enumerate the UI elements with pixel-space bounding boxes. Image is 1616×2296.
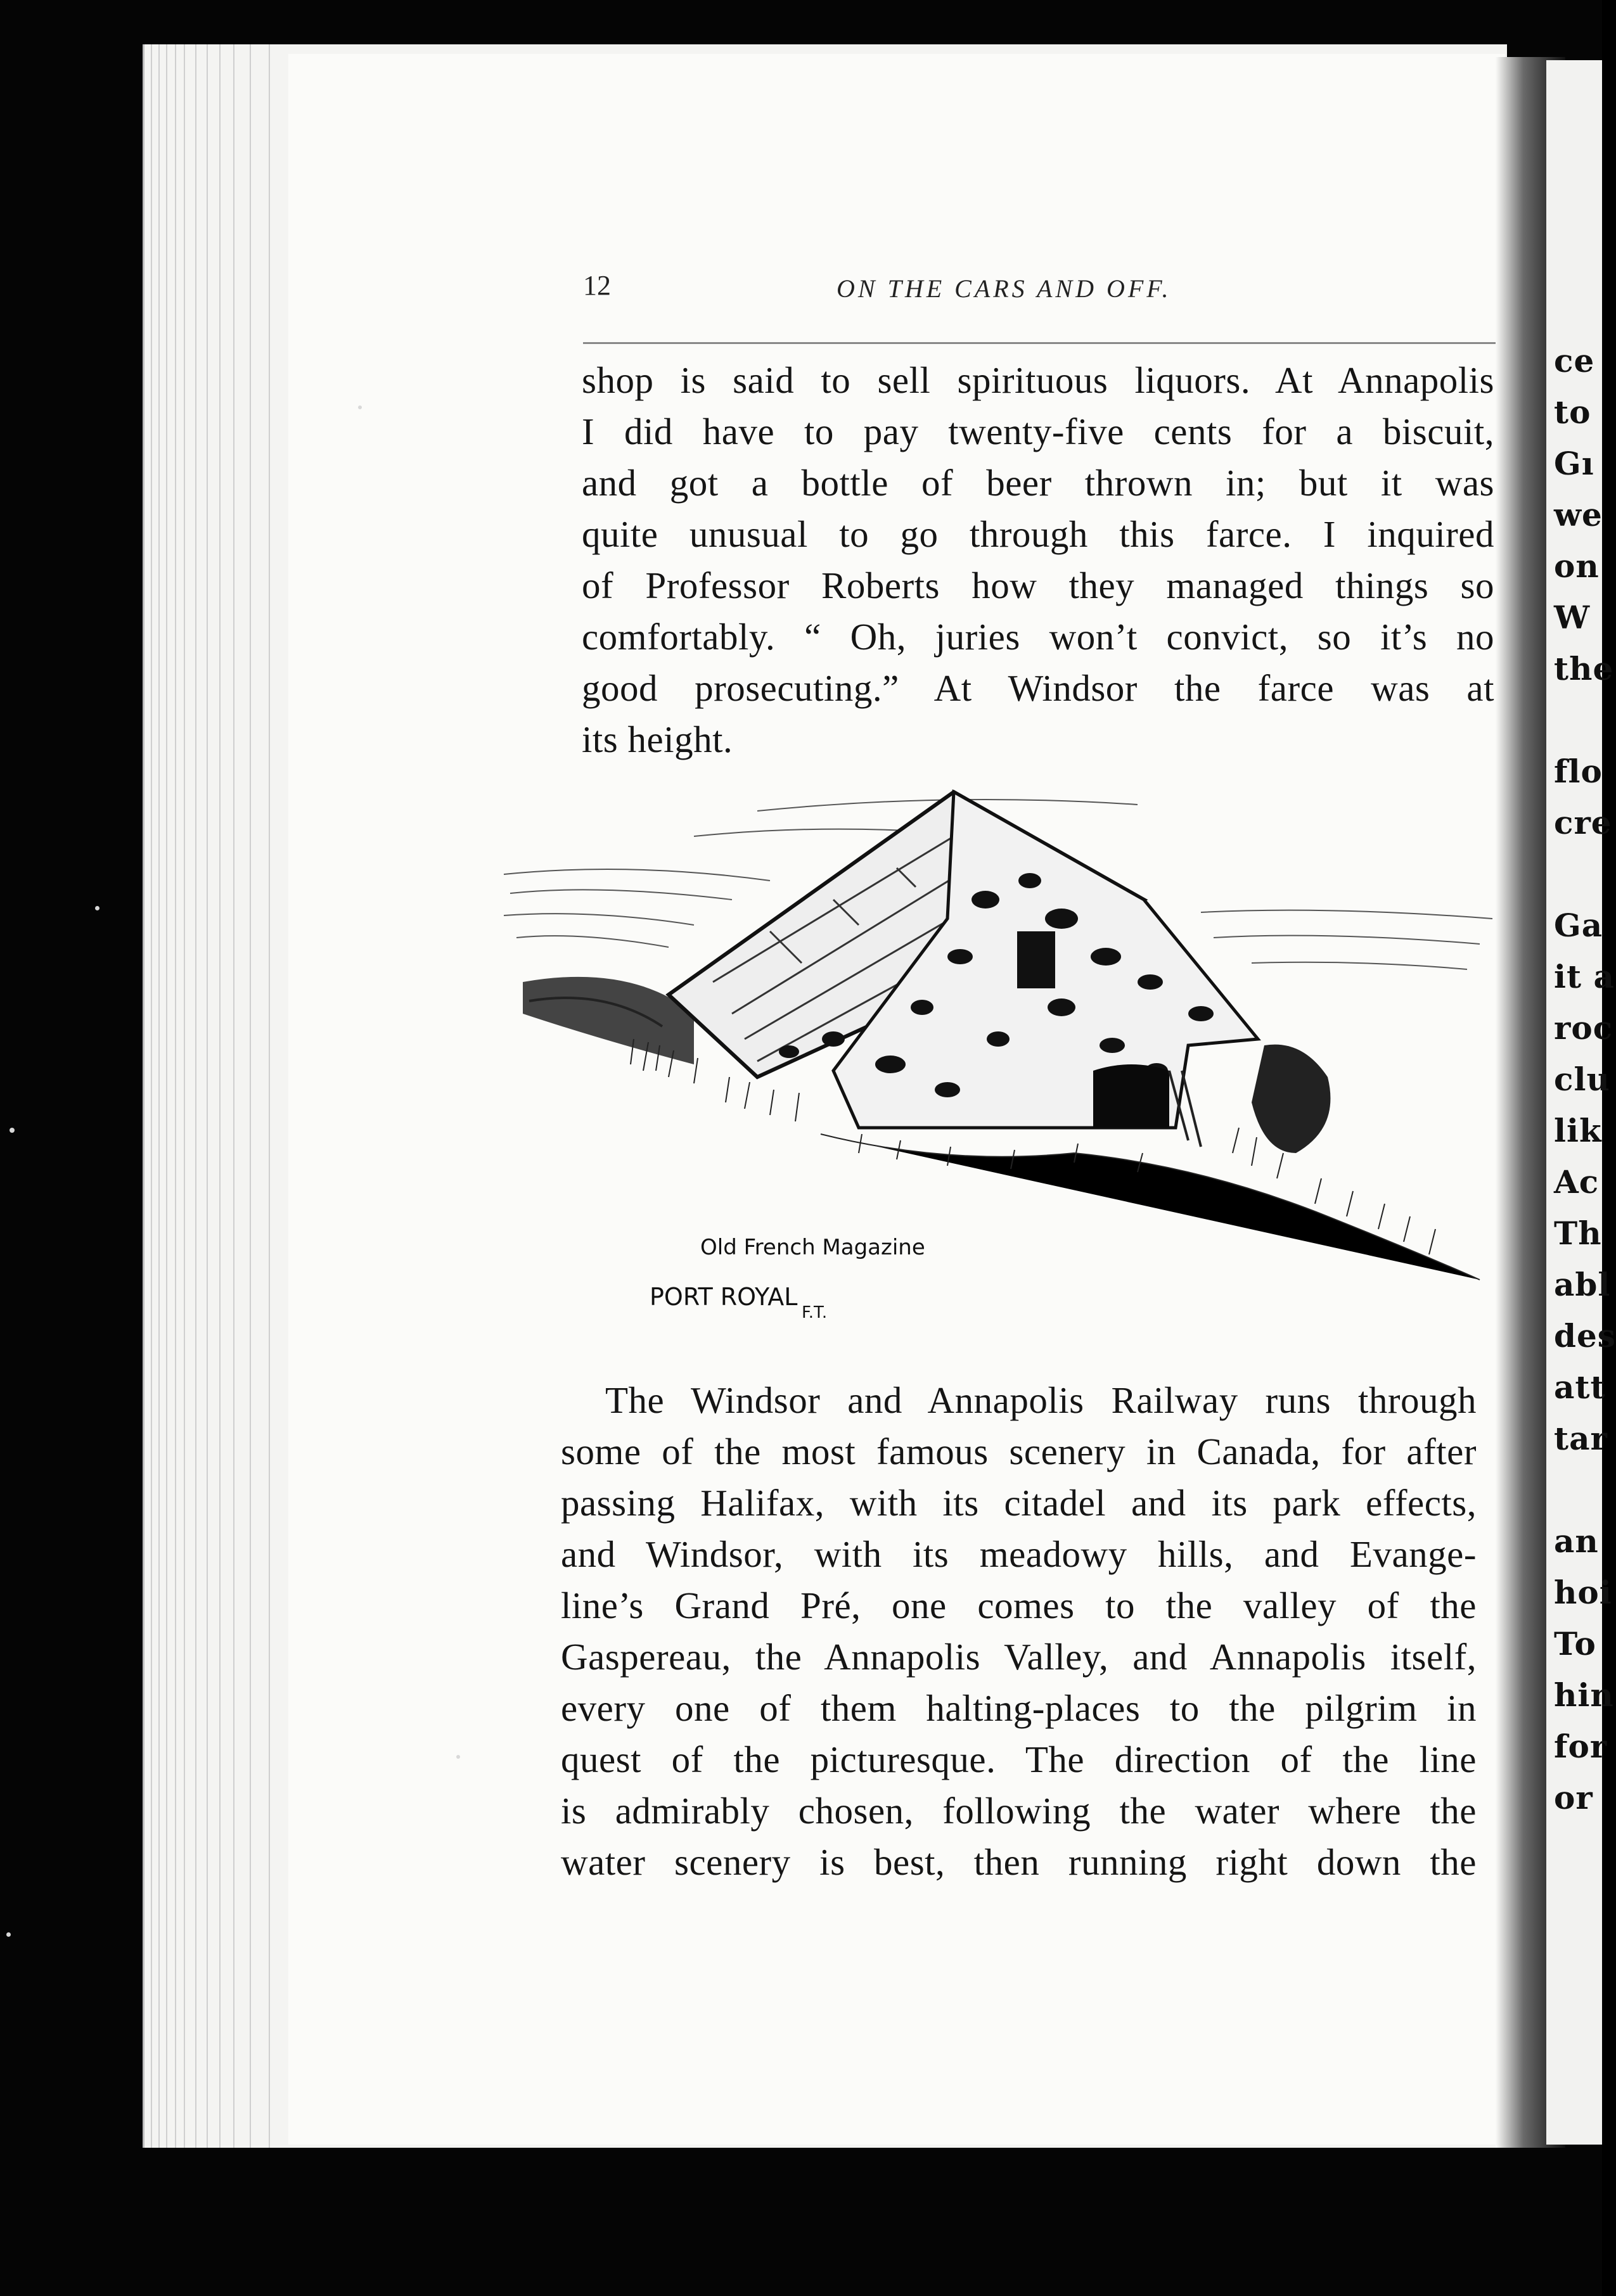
facing-page-text-fragment: for	[1554, 1728, 1608, 1765]
illustration-artist-signature: F.T.	[802, 1303, 828, 1322]
text-line: comfortably. “ Oh, juries won’t convict, so it’s no	[582, 616, 1494, 658]
facing-page-text-fragment: lik	[1554, 1112, 1602, 1149]
dust-speck	[456, 1755, 460, 1759]
text-line: I did have to pay twenty-five cents for a biscuit,	[582, 411, 1494, 452]
text-line: is admirably chosen, following the water where the	[561, 1790, 1477, 1832]
facing-page-text-fragment: on	[1554, 547, 1600, 585]
text-line: line’s Grand Pré, one comes to the valley of the	[561, 1585, 1477, 1626]
text-line: good prosecuting.” At Windsor the farce was at	[582, 667, 1494, 709]
facing-page-text-fragment: tar	[1554, 1420, 1608, 1457]
facing-page-fragment	[1546, 60, 1616, 2145]
text-line: of Professor Roberts how they managed things so	[582, 564, 1494, 606]
illustration-caption-line-2: PORT ROYAL	[650, 1283, 798, 1311]
dust-speck	[6, 1932, 11, 1937]
facing-page-text-fragment: roc	[1554, 1009, 1613, 1047]
facing-page-text-fragment: Ga	[1554, 907, 1603, 944]
facing-page-text-fragment: cre	[1554, 804, 1612, 841]
facing-page-text-fragment: flo	[1554, 753, 1603, 790]
text-line: shop is said to sell spirituous liquors. At Annapolis	[582, 359, 1494, 401]
facing-page-text-fragment: the	[1554, 650, 1614, 687]
dust-speck	[358, 405, 362, 409]
header-rule	[583, 342, 1496, 344]
text-line: quite unusual to go through this farce. I inquired	[582, 513, 1494, 555]
text-line: The Windsor and Annapolis Railway runs through	[605, 1379, 1477, 1421]
facing-page-text-fragment: an	[1554, 1522, 1599, 1560]
facing-page-text-fragment: To	[1554, 1625, 1596, 1662]
text-line: some of the most famous scenery in Canada, for after	[561, 1431, 1477, 1472]
facing-page-text-fragment: hoi	[1554, 1574, 1612, 1611]
text-line: quest of the picturesque. The direction of the line	[561, 1738, 1477, 1780]
text-line: passing Halifax, with its citadel and its park effects,	[561, 1482, 1477, 1524]
running-head: ON THE CARS AND OFF.	[837, 274, 1172, 303]
text-line: and got a bottle of beer thrown in; but it was	[582, 462, 1494, 504]
facing-page-text-fragment: att	[1554, 1368, 1606, 1406]
facing-page-text-fragment: Gı	[1554, 445, 1594, 482]
facing-page-text-fragment: abl	[1554, 1266, 1611, 1303]
text-line: its height.	[582, 718, 733, 760]
old-french-magazine-illustration	[504, 773, 1492, 1343]
text-line: and Windsor, with its meadowy hills, and Evange-	[561, 1533, 1477, 1575]
facing-page-text-fragment: or	[1554, 1779, 1593, 1816]
facing-page-text-fragment: clu	[1554, 1061, 1610, 1098]
facing-page-text-fragment: Ac	[1554, 1163, 1600, 1201]
dust-speck	[10, 1128, 15, 1133]
facing-page-text-fragment: des	[1554, 1317, 1616, 1355]
facing-page-text-fragment: it a	[1554, 958, 1615, 995]
facing-page-text-fragment: hin	[1554, 1676, 1614, 1714]
dust-speck	[95, 906, 99, 910]
paragraph-1	[582, 355, 1494, 765]
facing-page-text-fragment: to	[1554, 393, 1591, 431]
illustration-caption-line-1: Old French Magazine	[700, 1235, 925, 1260]
facing-page-text-fragment: ce	[1554, 342, 1595, 379]
text-line: Gaspereau, the Annapolis Valley, and Annapolis itself,	[561, 1636, 1477, 1678]
page-number: 12	[583, 270, 611, 301]
text-line: water scenery is best, then running right down the	[561, 1841, 1477, 1883]
facing-page-text-fragment: we	[1554, 496, 1603, 533]
facing-page-text-fragment: W	[1554, 599, 1591, 636]
facing-page-text-fragment: Th	[1554, 1215, 1602, 1252]
text-line: every one of them halting-places to the pilgrim in	[561, 1687, 1477, 1729]
paragraph-2	[561, 1375, 1477, 1888]
